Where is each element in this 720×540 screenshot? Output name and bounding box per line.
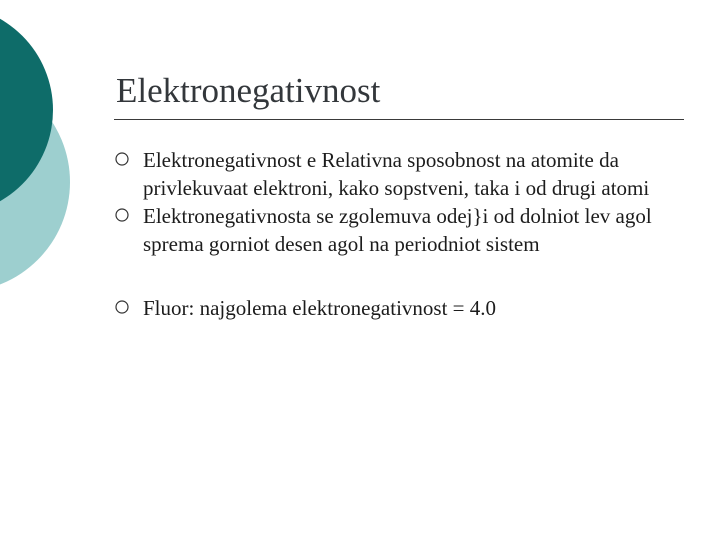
bullet-text: Elektronegativnosta se zgolemuva odej}i od dolniot lev agol sprema gorniot desen agol na periodniot sistem — [143, 204, 652, 256]
bullet-item — [112, 202, 692, 258]
bullet-item — [112, 146, 692, 202]
hollow-circle-icon — [114, 151, 130, 167]
title-divider — [114, 119, 684, 120]
bullet-list — [112, 146, 692, 322]
hollow-circle-icon — [114, 299, 130, 315]
bullet-text: Elektronegativnost e Relativna sposobnost na atomite da privlekuvaat elektroni, kako sopstveni, taka i od drugi atomi — [143, 148, 650, 200]
hollow-circle-icon — [114, 207, 130, 223]
slide-title: Elektronegativnost — [116, 71, 381, 110]
decorative-circles — [0, 0, 120, 300]
bullet-text: Fluor: najgolema elektronegativnost = 4.0 — [143, 296, 497, 320]
bullet-item — [112, 294, 692, 322]
